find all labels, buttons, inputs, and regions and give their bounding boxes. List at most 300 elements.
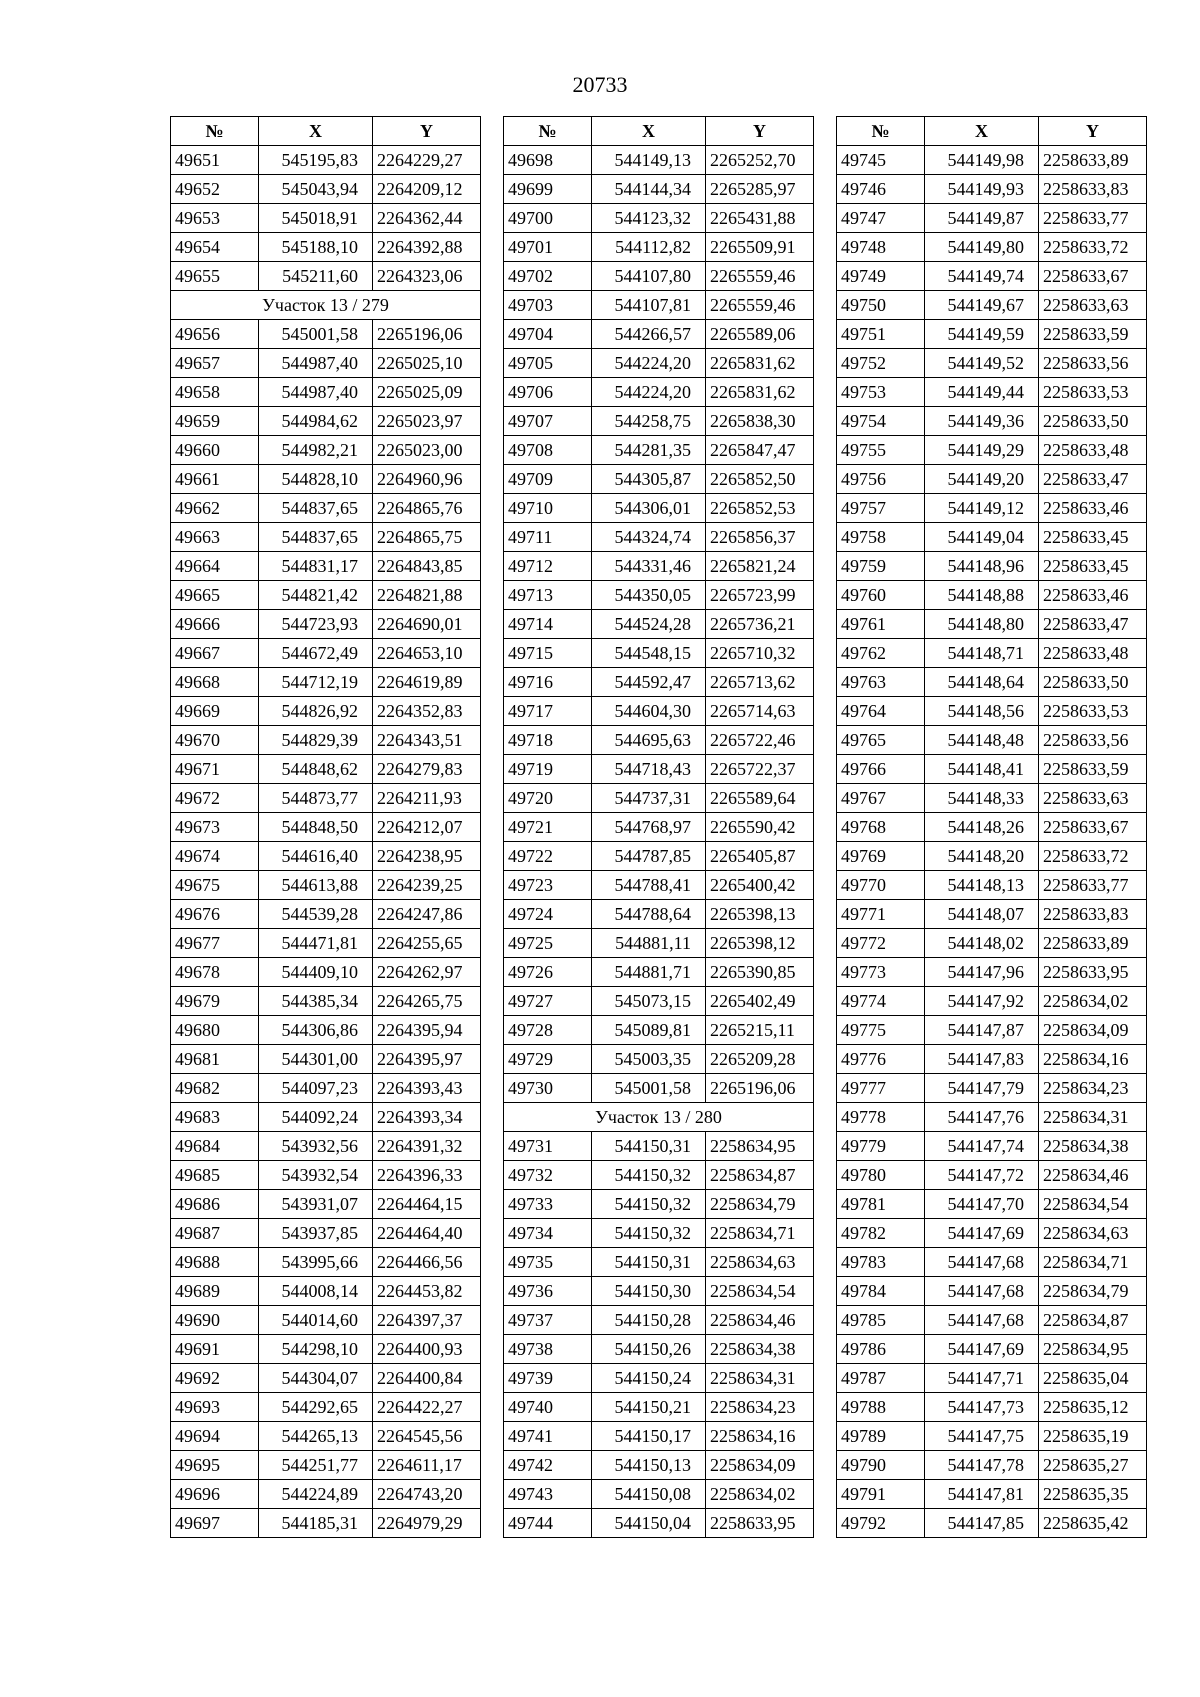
- point-number-cell: 49701: [504, 233, 592, 262]
- point-number-cell: 49674: [171, 842, 259, 871]
- table-row: [504, 813, 814, 842]
- y-coordinate-cell: 2258634,46: [706, 1306, 814, 1335]
- point-number-cell: 49753: [837, 378, 925, 407]
- table-row: [837, 755, 1147, 784]
- section-title: Участок 13 / 279: [171, 291, 481, 320]
- table-row: [171, 523, 481, 552]
- point-number-cell: 49791: [837, 1480, 925, 1509]
- point-number-cell: 49778: [837, 1103, 925, 1132]
- table-row: [504, 1509, 814, 1538]
- table-row: [504, 987, 814, 1016]
- y-coordinate-cell: 2258634,63: [706, 1248, 814, 1277]
- x-coordinate-cell: 544149,93: [925, 175, 1039, 204]
- y-coordinate-cell: 2264209,12: [373, 175, 481, 204]
- table-row: [504, 842, 814, 871]
- x-coordinate-cell: 544149,80: [925, 233, 1039, 262]
- y-coordinate-cell: 2258634,87: [1039, 1306, 1147, 1335]
- point-number-cell: 49784: [837, 1277, 925, 1306]
- y-coordinate-cell: 2258634,54: [706, 1277, 814, 1306]
- x-coordinate-cell: 544604,30: [592, 697, 706, 726]
- table-row: [837, 1451, 1147, 1480]
- y-coordinate-cell: 2265215,11: [706, 1016, 814, 1045]
- y-coordinate-cell: 2258635,19: [1039, 1422, 1147, 1451]
- table-row: [504, 697, 814, 726]
- point-number-cell: 49677: [171, 929, 259, 958]
- table-row: [171, 784, 481, 813]
- point-number-cell: 49684: [171, 1132, 259, 1161]
- table-row: [837, 987, 1147, 1016]
- table-row: [837, 1335, 1147, 1364]
- y-coordinate-cell: 2258634,23: [706, 1393, 814, 1422]
- table-row: [171, 465, 481, 494]
- y-coordinate-cell: 2258633,50: [1039, 407, 1147, 436]
- y-coordinate-cell: 2258633,95: [1039, 958, 1147, 987]
- table-row: [171, 436, 481, 465]
- x-coordinate-cell: 544147,68: [925, 1248, 1039, 1277]
- table-row: [171, 1190, 481, 1219]
- table-row: [837, 668, 1147, 697]
- x-coordinate-cell: 544224,20: [592, 349, 706, 378]
- point-number-cell: 49755: [837, 436, 925, 465]
- y-coordinate-cell: 2258633,83: [1039, 175, 1147, 204]
- table-row: [171, 494, 481, 523]
- point-number-cell: 49664: [171, 552, 259, 581]
- y-coordinate-cell: 2264352,83: [373, 697, 481, 726]
- header-no: №: [171, 117, 259, 146]
- x-coordinate-cell: 544548,15: [592, 639, 706, 668]
- table-row: [837, 697, 1147, 726]
- point-number-cell: 49714: [504, 610, 592, 639]
- x-coordinate-cell: 544149,13: [592, 146, 706, 175]
- y-coordinate-cell: 2258633,45: [1039, 523, 1147, 552]
- table-row: [837, 349, 1147, 378]
- y-coordinate-cell: 2264400,93: [373, 1335, 481, 1364]
- table-row: [504, 378, 814, 407]
- point-number-cell: 49693: [171, 1393, 259, 1422]
- point-number-cell: 49707: [504, 407, 592, 436]
- point-number-cell: 49653: [171, 204, 259, 233]
- y-coordinate-cell: 2258634,23: [1039, 1074, 1147, 1103]
- point-number-cell: 49770: [837, 871, 925, 900]
- table-row: [837, 639, 1147, 668]
- table-row: [837, 610, 1147, 639]
- x-coordinate-cell: 544826,92: [259, 697, 373, 726]
- x-coordinate-cell: 544185,31: [259, 1509, 373, 1538]
- table-row: [837, 784, 1147, 813]
- x-coordinate-cell: 544149,59: [925, 320, 1039, 349]
- x-coordinate-cell: 544292,65: [259, 1393, 373, 1422]
- point-number-cell: 49696: [171, 1480, 259, 1509]
- x-coordinate-cell: 544848,62: [259, 755, 373, 784]
- header-x: X: [259, 117, 373, 146]
- y-coordinate-cell: 2264279,83: [373, 755, 481, 784]
- x-coordinate-cell: 544150,13: [592, 1451, 706, 1480]
- point-number-cell: 49723: [504, 871, 592, 900]
- point-number-cell: 49772: [837, 929, 925, 958]
- point-number-cell: 49768: [837, 813, 925, 842]
- point-number-cell: 49720: [504, 784, 592, 813]
- point-number-cell: 49692: [171, 1364, 259, 1393]
- x-coordinate-cell: 544251,77: [259, 1451, 373, 1480]
- y-coordinate-cell: 2264238,95: [373, 842, 481, 871]
- x-coordinate-cell: 544385,34: [259, 987, 373, 1016]
- y-coordinate-cell: 2258633,46: [1039, 581, 1147, 610]
- y-coordinate-cell: 2264611,17: [373, 1451, 481, 1480]
- x-coordinate-cell: 543937,85: [259, 1219, 373, 1248]
- table-row: [171, 697, 481, 726]
- point-number-cell: 49751: [837, 320, 925, 349]
- y-coordinate-cell: 2265390,85: [706, 958, 814, 987]
- table-row: [171, 929, 481, 958]
- y-coordinate-cell: 2265025,10: [373, 349, 481, 378]
- x-coordinate-cell: 544147,92: [925, 987, 1039, 1016]
- point-number-cell: 49789: [837, 1422, 925, 1451]
- x-coordinate-cell: 544014,60: [259, 1306, 373, 1335]
- x-coordinate-cell: 544123,32: [592, 204, 706, 233]
- table-header-row: [171, 117, 481, 146]
- table-row: [171, 320, 481, 349]
- x-coordinate-cell: 544112,82: [592, 233, 706, 262]
- y-coordinate-cell: 2258634,31: [1039, 1103, 1147, 1132]
- y-coordinate-cell: 2264619,89: [373, 668, 481, 697]
- table-row: [504, 291, 814, 320]
- y-coordinate-cell: 2258633,56: [1039, 349, 1147, 378]
- point-number-cell: 49725: [504, 929, 592, 958]
- table-row: [171, 726, 481, 755]
- point-number-cell: 49681: [171, 1045, 259, 1074]
- x-coordinate-cell: 544147,74: [925, 1132, 1039, 1161]
- table-row: [504, 784, 814, 813]
- point-number-cell: 49715: [504, 639, 592, 668]
- y-coordinate-cell: 2264323,06: [373, 262, 481, 291]
- table-row: [837, 204, 1147, 233]
- point-number-cell: 49716: [504, 668, 592, 697]
- point-number-cell: 49717: [504, 697, 592, 726]
- table-row: [171, 900, 481, 929]
- y-coordinate-cell: 2258634,46: [1039, 1161, 1147, 1190]
- x-coordinate-cell: 544737,31: [592, 784, 706, 813]
- table-row: [171, 1393, 481, 1422]
- table-row: [171, 610, 481, 639]
- y-coordinate-cell: 2265838,30: [706, 407, 814, 436]
- point-number-cell: 49747: [837, 204, 925, 233]
- x-coordinate-cell: 544107,80: [592, 262, 706, 291]
- y-coordinate-cell: 2258634,38: [706, 1335, 814, 1364]
- point-number-cell: 49688: [171, 1248, 259, 1277]
- table-row: [504, 610, 814, 639]
- y-coordinate-cell: 2264211,93: [373, 784, 481, 813]
- point-number-cell: 49760: [837, 581, 925, 610]
- point-number-cell: 49773: [837, 958, 925, 987]
- y-coordinate-cell: 2258633,89: [1039, 146, 1147, 175]
- x-coordinate-cell: 544837,65: [259, 494, 373, 523]
- header-y: Y: [706, 117, 814, 146]
- y-coordinate-cell: 2265402,49: [706, 987, 814, 1016]
- point-number-cell: 49652: [171, 175, 259, 204]
- y-coordinate-cell: 2258633,47: [1039, 465, 1147, 494]
- point-number-cell: 49690: [171, 1306, 259, 1335]
- x-coordinate-cell: 544150,32: [592, 1219, 706, 1248]
- point-number-cell: 49737: [504, 1306, 592, 1335]
- table-row: [171, 581, 481, 610]
- table-row: [504, 523, 814, 552]
- y-coordinate-cell: 2258633,77: [1039, 204, 1147, 233]
- point-number-cell: 49678: [171, 958, 259, 987]
- table-row: [837, 871, 1147, 900]
- point-number-cell: 49729: [504, 1045, 592, 1074]
- y-coordinate-cell: 2258634,38: [1039, 1132, 1147, 1161]
- table-row: [504, 146, 814, 175]
- point-number-cell: 49718: [504, 726, 592, 755]
- y-coordinate-cell: 2265400,42: [706, 871, 814, 900]
- y-coordinate-cell: 2264212,07: [373, 813, 481, 842]
- y-coordinate-cell: 2258633,77: [1039, 871, 1147, 900]
- y-coordinate-cell: 2264392,88: [373, 233, 481, 262]
- x-coordinate-cell: 544718,43: [592, 755, 706, 784]
- header-x: X: [592, 117, 706, 146]
- table-row: [504, 639, 814, 668]
- table-row: [171, 233, 481, 262]
- point-number-cell: 49733: [504, 1190, 592, 1219]
- x-coordinate-cell: 543932,56: [259, 1132, 373, 1161]
- table-row: [171, 146, 481, 175]
- y-coordinate-cell: 2258633,59: [1039, 755, 1147, 784]
- table-row: [837, 146, 1147, 175]
- point-number-cell: 49659: [171, 407, 259, 436]
- y-coordinate-cell: 2265405,87: [706, 842, 814, 871]
- y-coordinate-cell: 2258634,95: [1039, 1335, 1147, 1364]
- point-number-cell: 49727: [504, 987, 592, 1016]
- y-coordinate-cell: 2264255,65: [373, 929, 481, 958]
- table-row: [171, 987, 481, 1016]
- point-number-cell: 49767: [837, 784, 925, 813]
- y-coordinate-cell: 2265723,99: [706, 581, 814, 610]
- y-coordinate-cell: 2258635,12: [1039, 1393, 1147, 1422]
- x-coordinate-cell: 544592,47: [592, 668, 706, 697]
- x-coordinate-cell: 544848,50: [259, 813, 373, 842]
- point-number-cell: 49761: [837, 610, 925, 639]
- y-coordinate-cell: 2265722,46: [706, 726, 814, 755]
- point-number-cell: 49787: [837, 1364, 925, 1393]
- point-number-cell: 49742: [504, 1451, 592, 1480]
- table-row: [504, 1335, 814, 1364]
- x-coordinate-cell: 544148,88: [925, 581, 1039, 610]
- y-coordinate-cell: 2264395,97: [373, 1045, 481, 1074]
- point-number-cell: 49679: [171, 987, 259, 1016]
- point-number-cell: 49732: [504, 1161, 592, 1190]
- x-coordinate-cell: 544150,21: [592, 1393, 706, 1422]
- table-row: [504, 262, 814, 291]
- x-coordinate-cell: 544149,29: [925, 436, 1039, 465]
- table-row: [504, 726, 814, 755]
- table-row: [171, 552, 481, 581]
- y-coordinate-cell: 2265852,50: [706, 465, 814, 494]
- point-number-cell: 49756: [837, 465, 925, 494]
- table-row: [504, 465, 814, 494]
- table-row: [837, 1393, 1147, 1422]
- y-coordinate-cell: 2264265,75: [373, 987, 481, 1016]
- x-coordinate-cell: 543932,54: [259, 1161, 373, 1190]
- x-coordinate-cell: 545001,58: [259, 320, 373, 349]
- y-coordinate-cell: 2264393,43: [373, 1074, 481, 1103]
- y-coordinate-cell: 2258634,09: [706, 1451, 814, 1480]
- y-coordinate-cell: 2258633,63: [1039, 291, 1147, 320]
- y-coordinate-cell: 2264464,40: [373, 1219, 481, 1248]
- point-number-cell: 49779: [837, 1132, 925, 1161]
- x-coordinate-cell: 544147,69: [925, 1335, 1039, 1364]
- table-row: [504, 1132, 814, 1161]
- point-number-cell: 49713: [504, 581, 592, 610]
- x-coordinate-cell: 544150,32: [592, 1161, 706, 1190]
- y-coordinate-cell: 2265831,62: [706, 378, 814, 407]
- header-y: Y: [1039, 117, 1147, 146]
- point-number-cell: 49758: [837, 523, 925, 552]
- x-coordinate-cell: 544149,12: [925, 494, 1039, 523]
- point-number-cell: 49686: [171, 1190, 259, 1219]
- y-coordinate-cell: 2265196,06: [373, 320, 481, 349]
- point-number-cell: 49731: [504, 1132, 592, 1161]
- y-coordinate-cell: 2258633,67: [1039, 262, 1147, 291]
- x-coordinate-cell: 544409,10: [259, 958, 373, 987]
- y-coordinate-cell: 2265559,46: [706, 262, 814, 291]
- y-coordinate-cell: 2264422,27: [373, 1393, 481, 1422]
- x-coordinate-cell: 545211,60: [259, 262, 373, 291]
- y-coordinate-cell: 2265285,97: [706, 175, 814, 204]
- x-coordinate-cell: 544150,31: [592, 1248, 706, 1277]
- point-number-cell: 49709: [504, 465, 592, 494]
- x-coordinate-cell: 544147,73: [925, 1393, 1039, 1422]
- x-coordinate-cell: 544150,24: [592, 1364, 706, 1393]
- table-row: [837, 465, 1147, 494]
- point-number-cell: 49657: [171, 349, 259, 378]
- table-row: [837, 1016, 1147, 1045]
- y-coordinate-cell: 2258634,02: [706, 1480, 814, 1509]
- table-row: [504, 1016, 814, 1045]
- x-coordinate-cell: 544149,67: [925, 291, 1039, 320]
- point-number-cell: 49667: [171, 639, 259, 668]
- x-coordinate-cell: 544304,07: [259, 1364, 373, 1393]
- y-coordinate-cell: 2258634,16: [706, 1422, 814, 1451]
- table-row: [171, 755, 481, 784]
- table-row: [504, 552, 814, 581]
- table-row: [171, 1074, 481, 1103]
- x-coordinate-cell: 544712,19: [259, 668, 373, 697]
- table-row: [171, 1480, 481, 1509]
- x-coordinate-cell: 544723,93: [259, 610, 373, 639]
- x-coordinate-cell: 545043,94: [259, 175, 373, 204]
- y-coordinate-cell: 2264821,88: [373, 581, 481, 610]
- y-coordinate-cell: 2265831,62: [706, 349, 814, 378]
- point-number-cell: 49763: [837, 668, 925, 697]
- x-coordinate-cell: 545003,35: [592, 1045, 706, 1074]
- y-coordinate-cell: 2265589,06: [706, 320, 814, 349]
- x-coordinate-cell: 544148,13: [925, 871, 1039, 900]
- x-coordinate-cell: 544149,36: [925, 407, 1039, 436]
- point-number-cell: 49665: [171, 581, 259, 610]
- table-row: [837, 1103, 1147, 1132]
- point-number-cell: 49704: [504, 320, 592, 349]
- header-no: №: [837, 117, 925, 146]
- table-row: [171, 262, 481, 291]
- table-row: [171, 204, 481, 233]
- table-row: [504, 900, 814, 929]
- x-coordinate-cell: 544148,80: [925, 610, 1039, 639]
- point-number-cell: 49694: [171, 1422, 259, 1451]
- x-coordinate-cell: 544539,28: [259, 900, 373, 929]
- x-coordinate-cell: 544149,98: [925, 146, 1039, 175]
- table-row: [504, 1277, 814, 1306]
- point-number-cell: 49662: [171, 494, 259, 523]
- point-number-cell: 49735: [504, 1248, 592, 1277]
- table-row: [171, 1219, 481, 1248]
- table-row: [837, 1190, 1147, 1219]
- y-coordinate-cell: 2264453,82: [373, 1277, 481, 1306]
- x-coordinate-cell: 545188,10: [259, 233, 373, 262]
- x-coordinate-cell: 543995,66: [259, 1248, 373, 1277]
- point-number-cell: 49661: [171, 465, 259, 494]
- table-row: [837, 1306, 1147, 1335]
- point-number-cell: 49663: [171, 523, 259, 552]
- x-coordinate-cell: 544984,62: [259, 407, 373, 436]
- y-coordinate-cell: 2258634,31: [706, 1364, 814, 1393]
- x-coordinate-cell: 544224,20: [592, 378, 706, 407]
- x-coordinate-cell: 544982,21: [259, 436, 373, 465]
- table-row: [171, 1422, 481, 1451]
- y-coordinate-cell: 2258634,54: [1039, 1190, 1147, 1219]
- table-row: [171, 1132, 481, 1161]
- table-row: [837, 523, 1147, 552]
- point-number-cell: 49668: [171, 668, 259, 697]
- y-coordinate-cell: 2265710,32: [706, 639, 814, 668]
- y-coordinate-cell: 2265431,88: [706, 204, 814, 233]
- table-row: [837, 726, 1147, 755]
- point-number-cell: 49739: [504, 1364, 592, 1393]
- x-coordinate-cell: 544148,26: [925, 813, 1039, 842]
- x-coordinate-cell: 544147,87: [925, 1016, 1039, 1045]
- x-coordinate-cell: 544768,97: [592, 813, 706, 842]
- y-coordinate-cell: 2258633,50: [1039, 668, 1147, 697]
- x-coordinate-cell: 544008,14: [259, 1277, 373, 1306]
- point-number-cell: 49705: [504, 349, 592, 378]
- table-row: [837, 929, 1147, 958]
- y-coordinate-cell: 2265398,13: [706, 900, 814, 929]
- point-number-cell: 49699: [504, 175, 592, 204]
- y-coordinate-cell: 2258633,59: [1039, 320, 1147, 349]
- point-number-cell: 49698: [504, 146, 592, 175]
- point-number-cell: 49702: [504, 262, 592, 291]
- y-coordinate-cell: 2258633,53: [1039, 697, 1147, 726]
- y-coordinate-cell: 2264229,27: [373, 146, 481, 175]
- y-coordinate-cell: 2264545,56: [373, 1422, 481, 1451]
- y-coordinate-cell: 2264865,76: [373, 494, 481, 523]
- table-row: [171, 1277, 481, 1306]
- point-number-cell: 49685: [171, 1161, 259, 1190]
- x-coordinate-cell: 544150,08: [592, 1480, 706, 1509]
- x-coordinate-cell: 544147,78: [925, 1451, 1039, 1480]
- x-coordinate-cell: 544148,20: [925, 842, 1039, 871]
- x-coordinate-cell: 544148,07: [925, 900, 1039, 929]
- y-coordinate-cell: 2264960,96: [373, 465, 481, 494]
- y-coordinate-cell: 2264393,34: [373, 1103, 481, 1132]
- x-coordinate-cell: 544616,40: [259, 842, 373, 871]
- y-coordinate-cell: 2258633,45: [1039, 552, 1147, 581]
- x-coordinate-cell: 544224,89: [259, 1480, 373, 1509]
- x-coordinate-cell: 544148,71: [925, 639, 1039, 668]
- point-number-cell: 49710: [504, 494, 592, 523]
- y-coordinate-cell: 2258633,67: [1039, 813, 1147, 842]
- x-coordinate-cell: 544881,71: [592, 958, 706, 987]
- y-coordinate-cell: 2265252,70: [706, 146, 814, 175]
